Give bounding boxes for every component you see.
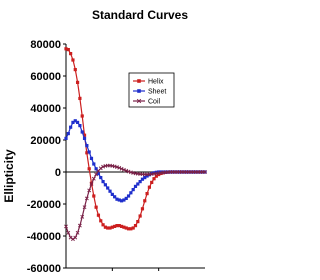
data-point-helix bbox=[95, 206, 98, 209]
data-point-helix bbox=[76, 81, 79, 84]
legend-marker-sheet bbox=[137, 89, 141, 93]
y-tick-label: 0 bbox=[54, 167, 61, 179]
data-point-sheet bbox=[129, 191, 132, 194]
data-point-sheet bbox=[108, 190, 111, 193]
data-point-sheet bbox=[85, 144, 88, 147]
data-point-helix bbox=[74, 68, 77, 71]
legend-label-coil: Coil bbox=[148, 98, 161, 106]
data-point-helix bbox=[78, 97, 81, 100]
data-point-helix bbox=[136, 220, 139, 223]
legend-label-sheet: Sheet bbox=[148, 88, 167, 96]
data-point-sheet bbox=[78, 124, 81, 127]
data-point-helix bbox=[71, 58, 74, 61]
data-point-helix bbox=[97, 214, 100, 217]
data-point-sheet bbox=[127, 194, 130, 197]
data-point-sheet bbox=[88, 150, 91, 153]
y-tick-label: 40000 bbox=[30, 103, 61, 115]
data-point-sheet bbox=[104, 183, 107, 186]
data-point-helix bbox=[148, 186, 151, 189]
data-point-helix bbox=[88, 167, 91, 170]
data-point-sheet bbox=[64, 137, 67, 140]
data-point-sheet bbox=[76, 121, 79, 124]
series-coil bbox=[64, 164, 206, 241]
series-sheet bbox=[64, 119, 206, 202]
data-point-helix bbox=[145, 192, 148, 195]
y-tick-label: 20000 bbox=[30, 135, 61, 147]
data-point-helix bbox=[81, 114, 84, 117]
data-point-sheet bbox=[90, 157, 93, 160]
data-point-helix bbox=[141, 207, 144, 210]
chart-title: Standard Curves bbox=[91, 8, 189, 22]
data-point-helix bbox=[99, 219, 102, 222]
data-point-helix bbox=[92, 194, 95, 197]
y-tick-label: 60000 bbox=[30, 71, 61, 83]
data-point-sheet bbox=[92, 162, 95, 165]
data-point-sheet bbox=[99, 176, 102, 179]
data-point-helix bbox=[139, 214, 142, 217]
series-line-coil bbox=[66, 166, 205, 240]
data-point-sheet bbox=[81, 130, 84, 133]
y-tick-label: -60000 bbox=[26, 263, 61, 275]
y-tick-label: 80000 bbox=[30, 39, 61, 51]
series-line-sheet bbox=[66, 121, 205, 201]
data-point-sheet bbox=[69, 126, 72, 129]
data-point-helix bbox=[69, 52, 72, 55]
data-point-helix bbox=[67, 48, 70, 51]
legend-marker-helix bbox=[137, 79, 141, 83]
data-point-helix bbox=[150, 181, 153, 184]
y-tick-labels bbox=[27, 39, 61, 275]
legend bbox=[129, 73, 174, 107]
legend-label-helix: Helix bbox=[148, 78, 164, 86]
data-point-sheet bbox=[83, 137, 86, 140]
data-point-helix bbox=[143, 199, 146, 202]
data-point-helix bbox=[134, 224, 137, 227]
data-point-sheet bbox=[67, 132, 70, 135]
data-point-sheet bbox=[132, 188, 135, 191]
data-point-sheet bbox=[101, 180, 104, 183]
y-tick-label: -40000 bbox=[26, 231, 61, 243]
y-axis-label: Ellipticity bbox=[2, 149, 16, 203]
y-tick-label: -20000 bbox=[26, 199, 61, 211]
data-point-sheet bbox=[106, 186, 109, 189]
